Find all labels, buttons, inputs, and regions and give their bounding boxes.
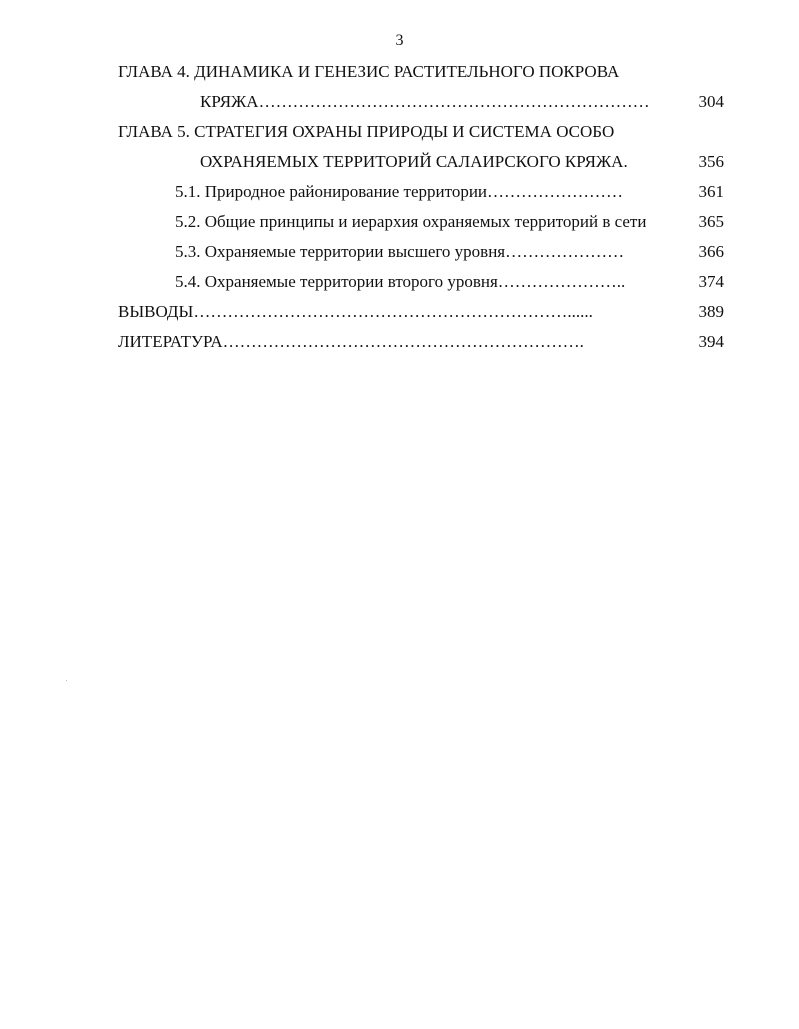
toc-literature: ЛИТЕРАТУРА………………………………………………………. <box>118 332 584 351</box>
page-number: 3 <box>395 32 404 49</box>
toc-chapter5-page: 356 <box>698 152 724 171</box>
toc-section-5-4: 5.4. Охраняемые территории второго уровня………………….. <box>175 272 626 291</box>
toc-chapter4-page: 304 <box>698 92 724 111</box>
toc-section-5-2: 5.2. Общие принципы и иерархия охраняемых территорий в сети <box>175 212 647 231</box>
scan-speck <box>66 680 67 681</box>
toc-chapter4-title-line1: ГЛАВА 4. ДИНАМИКА И ГЕНЕЗИС РАСТИТЕЛЬНОГО ПОКРОВА <box>118 62 620 81</box>
toc-section-5-3-page: 366 <box>698 242 724 261</box>
toc-section-5-1: 5.1. Природное районирование территории…………………… <box>175 182 624 201</box>
toc-chapter5-title-line1: ГЛАВА 5. СТРАТЕГИЯ ОХРАНЫ ПРИРОДЫ И СИСТЕМА ОСОБО <box>118 122 615 141</box>
toc-chapter4-title-line2: КРЯЖА…………………………………………………………… <box>200 92 650 111</box>
toc-section-5-3: 5.3. Охраняемые территории высшего уровня………………… <box>175 242 625 261</box>
toc-conclusions: ВЫВОДЫ…………………………………………………………...... <box>118 302 593 321</box>
toc-section-5-2-page: 365 <box>698 212 724 231</box>
toc-conclusions-page: 389 <box>698 302 724 321</box>
toc-literature-page: 394 <box>698 332 724 351</box>
toc-chapter5-title-line2: ОХРАНЯЕМЫХ ТЕРРИТОРИЙ САЛАИРСКОГО КРЯЖА. <box>200 152 628 171</box>
toc-section-5-1-page: 361 <box>698 182 724 201</box>
toc-section-5-4-page: 374 <box>698 272 724 291</box>
